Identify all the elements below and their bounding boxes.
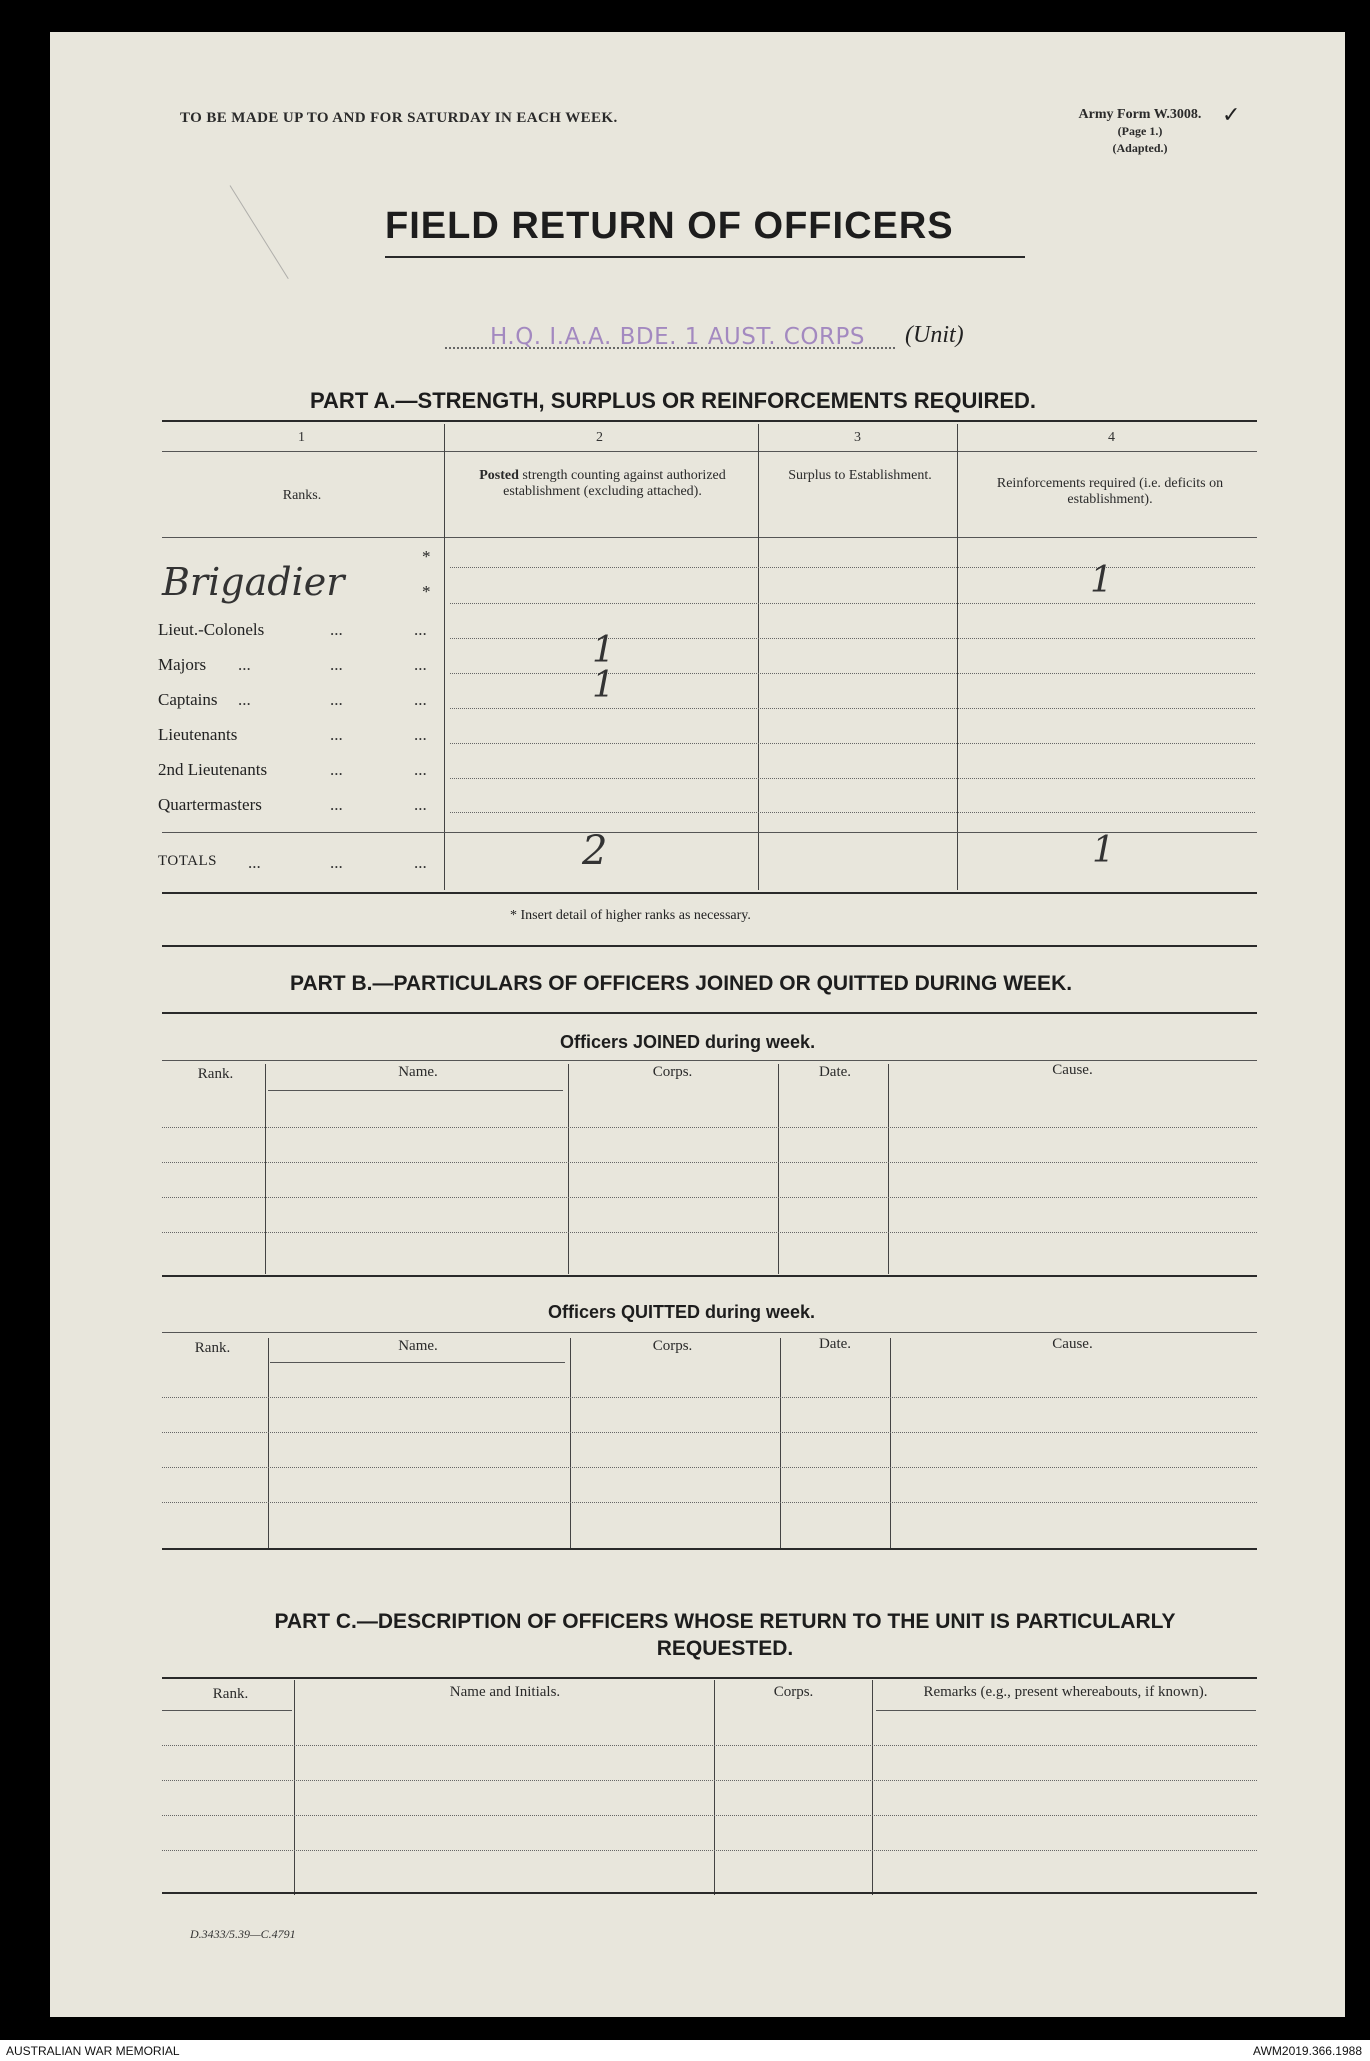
partc-col-name: Name and Initials.: [449, 1684, 561, 1700]
joined-row-line: [162, 1197, 1257, 1198]
print-code: D.3433/5.39—C.4791: [190, 1927, 296, 1941]
quitted-table-top-rule: [162, 1332, 1257, 1333]
totals-posted-value: 2: [582, 828, 608, 874]
army-form-id: [1030, 106, 1250, 157]
quitted-divider: [780, 1338, 781, 1548]
row-line: [450, 567, 1255, 568]
leader-dots: ...: [414, 655, 427, 674]
quitted-name-underline: [270, 1362, 565, 1363]
partc-divider: [294, 1680, 295, 1895]
joined-table-bottom-rule: [162, 1275, 1257, 1277]
joined-col-date: Date.: [818, 1064, 852, 1080]
part-c-top-rule: [162, 1677, 1257, 1679]
handwritten-rank-brigadier: Brigadier: [162, 560, 345, 604]
leader-dots: ...: [330, 655, 343, 674]
partc-row-line: [162, 1850, 1257, 1851]
joined-col-rank: Rank.: [197, 1066, 234, 1082]
leader-dots: ...: [414, 690, 427, 709]
leader-dots: ...: [238, 655, 251, 674]
brigadier-reinforcements-value: 1: [1090, 560, 1113, 601]
partc-col-rank: Rank.: [212, 1686, 249, 1702]
quitted-col-rank: Rank.: [194, 1340, 231, 1356]
leader-dots: ...: [414, 853, 427, 872]
title-underline: [385, 256, 1025, 258]
rank-label: Lieutenants: [158, 725, 238, 744]
part-a-note: * Insert detail of higher ranks as necessary.: [510, 908, 751, 923]
col-header-reinforcements: Reinforcements required (i.e. deficits on establishment).: [996, 476, 1224, 507]
posted-captains-value: 1: [592, 665, 615, 706]
part-b-top-rule: [162, 1012, 1257, 1014]
rank-label: Lieut.-Colonels: [158, 620, 265, 639]
part-a-col-divider-2: [758, 424, 759, 890]
row-line: [450, 812, 1255, 813]
col-header-ranks: Ranks.: [282, 488, 322, 503]
col-header-posted: [455, 468, 750, 500]
quitted-col-corps: Corps.: [652, 1338, 693, 1354]
joined-table-top-rule: [162, 1060, 1257, 1061]
form-instruction: TO BE MADE UP TO AND FOR SATURDAY IN EACH WEEK.: [180, 110, 618, 126]
row-line: [450, 673, 1255, 674]
pencil-tick-mark: ✓: [1222, 102, 1241, 127]
part-a-top-rule: [162, 420, 1257, 422]
part-a-heading: PART A.—STRENGTH, SURPLUS OR REINFORCEMENTS REQUIRED.: [310, 388, 1037, 413]
col-number-2: 2: [596, 430, 603, 445]
partc-row-line: [162, 1745, 1257, 1746]
part-c-heading: PART C.—DESCRIPTION OF OFFICERS WHOSE RETURN TO THE UNIT IS PARTICULARLY REQUESTED.: [274, 1610, 1176, 1660]
col-number-1: 1: [298, 430, 305, 445]
joined-row-line: [162, 1127, 1257, 1128]
quitted-col-cause: Cause.: [1052, 1336, 1093, 1352]
quitted-table-title: Officers QUITTED during week.: [548, 1302, 816, 1322]
totals-reinforcements-value: 1: [1092, 830, 1115, 871]
leader-dots: ...: [248, 853, 261, 872]
joined-col-corps: Corps.: [652, 1064, 693, 1080]
row-line: [450, 743, 1255, 744]
leader-dots: ...: [330, 690, 343, 709]
unit-dotted-line: [445, 347, 895, 349]
leader-dots: ...: [330, 853, 343, 872]
joined-name-underline: [268, 1090, 563, 1091]
leader-dots: ...: [414, 725, 427, 744]
joined-col-cause: Cause.: [1052, 1062, 1093, 1078]
quitted-row-line: [162, 1467, 1257, 1468]
rank-label: 2nd Lieutenants: [158, 760, 268, 779]
row-line: [450, 603, 1255, 604]
rank-label: Majors: [158, 655, 207, 674]
form-adapted: (Adapted.): [1112, 141, 1168, 155]
partc-row-line: [162, 1815, 1257, 1816]
leader-dots: ...: [330, 760, 343, 779]
joined-divider: [265, 1064, 266, 1274]
partc-row-line: [162, 1780, 1257, 1781]
posted-majors-value: 1: [592, 630, 615, 671]
leader-dots: ...: [414, 620, 427, 639]
page-title: FIELD RETURN OF OFFICERS: [385, 205, 954, 247]
quitted-col-name: Name.: [398, 1338, 438, 1354]
joined-divider: [778, 1064, 779, 1274]
col-header-surplus: Surplus to Establishment.: [788, 468, 932, 483]
row-line: [450, 708, 1255, 709]
partc-remarks-underline: [876, 1710, 1256, 1711]
part-a-end-rule: [162, 945, 1257, 947]
quitted-divider: [890, 1338, 891, 1548]
part-a-number-rule: [162, 451, 1257, 452]
archive-source: AUSTRALIAN WAR MEMORIAL: [6, 2044, 180, 2058]
quitted-divider: [268, 1338, 269, 1548]
form-page: (Page 1.): [1117, 124, 1163, 138]
leader-dots: ...: [238, 690, 251, 709]
form-number: Army Form W.3008.: [1078, 107, 1202, 122]
partc-rank-underline: [162, 1710, 292, 1711]
part-a-col-divider-1: [444, 424, 445, 890]
totals-label: TOTALS: [158, 853, 218, 869]
joined-row-line: [162, 1232, 1257, 1233]
quitted-col-date: Date.: [818, 1336, 852, 1352]
partc-col-corps: Corps.: [773, 1684, 814, 1700]
col-number-4: 4: [1108, 430, 1115, 445]
row-line: [450, 778, 1255, 779]
part-b-heading: PART B.—PARTICULARS OF OFFICERS JOINED OR QUITTED DURING WEEK.: [290, 972, 1073, 995]
joined-divider: [568, 1064, 569, 1274]
quitted-row-line: [162, 1397, 1257, 1398]
unit-stamp: H.Q. I.A.A. BDE. 1 AUST. CORPS: [490, 324, 865, 350]
col-header-posted-rest: strength counting against authorized establishment (excluding attached).: [503, 468, 726, 499]
part-c-bottom-rule: [162, 1892, 1257, 1894]
leader-dots: ...: [330, 620, 343, 639]
archive-bar: [0, 2040, 1370, 2061]
quitted-row-line: [162, 1432, 1257, 1433]
archive-id: AWM2019.366.1988: [1253, 2044, 1362, 2058]
star-marker: *: [422, 582, 431, 601]
partc-divider: [872, 1680, 873, 1895]
rank-label: Captains: [158, 690, 218, 709]
leader-dots: ...: [414, 760, 427, 779]
star-marker: *: [422, 547, 431, 566]
quitted-table-bottom-rule: [162, 1548, 1257, 1550]
leader-dots: ...: [330, 725, 343, 744]
quitted-divider: [570, 1338, 571, 1548]
col-number-3: 3: [854, 430, 861, 445]
partc-divider: [714, 1680, 715, 1895]
leader-dots: ...: [330, 795, 343, 814]
joined-row-line: [162, 1162, 1257, 1163]
part-a-header-rule: [162, 537, 1257, 538]
unit-label: (Unit): [905, 322, 964, 348]
partc-col-remarks: Remarks (e.g., present whereabouts, if known).: [923, 1684, 1208, 1700]
joined-col-name: Name.: [398, 1064, 438, 1080]
joined-divider: [888, 1064, 889, 1274]
part-a-bottom-rule: [162, 892, 1257, 894]
col-header-posted-bold: Posted: [479, 468, 519, 483]
row-line: [450, 638, 1255, 639]
part-a-col-divider-3: [957, 424, 958, 890]
rank-label: Quartermasters: [158, 795, 262, 814]
quitted-row-line: [162, 1502, 1257, 1503]
joined-table-title: Officers JOINED during week.: [560, 1032, 816, 1052]
leader-dots: ...: [414, 795, 427, 814]
